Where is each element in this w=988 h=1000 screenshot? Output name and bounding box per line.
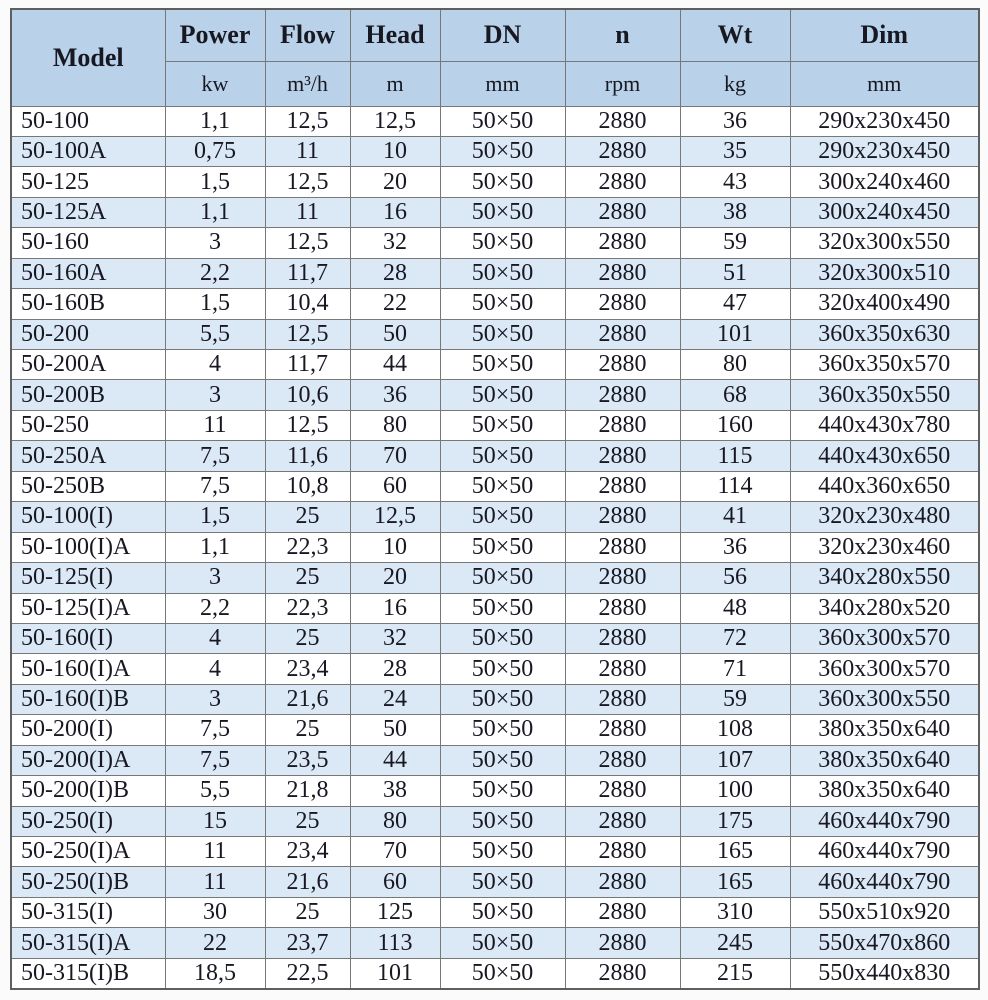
cell-flow: 25 [265,715,350,745]
cell-n: 2880 [565,380,680,410]
cell-dim: 320x400x490 [790,289,979,319]
cell-power: 1,1 [165,106,265,136]
cell-power: 2,2 [165,258,265,288]
table-row [11,867,979,897]
cell-wt: 56 [680,563,790,593]
cell-dn: 50×50 [440,441,565,471]
cell-dim: 300x240x460 [790,167,979,197]
cell-dim: 380x350x640 [790,715,979,745]
cell-wt: 245 [680,928,790,958]
cell-model: 50-160 [11,228,165,258]
cell-wt: 36 [680,106,790,136]
cell-flow: 10,6 [265,380,350,410]
cell-wt: 215 [680,958,790,989]
cell-dn: 50×50 [440,837,565,867]
cell-head: 70 [350,837,440,867]
cell-dim: 460x440x790 [790,806,979,836]
unit-dn: mm [440,61,565,106]
cell-wt: 107 [680,745,790,775]
table-row [11,897,979,927]
cell-power: 1,5 [165,167,265,197]
cell-dim: 360x350x550 [790,380,979,410]
column-header-head: Head [350,9,440,61]
cell-model: 50-250A [11,441,165,471]
cell-dim: 360x300x550 [790,684,979,714]
cell-power: 5,5 [165,319,265,349]
cell-dn: 50×50 [440,593,565,623]
cell-dn: 50×50 [440,958,565,989]
header-name-row [11,9,979,61]
cell-model: 50-160A [11,258,165,288]
cell-dn: 50×50 [440,258,565,288]
cell-dn: 50×50 [440,806,565,836]
cell-power: 1,1 [165,532,265,562]
cell-dn: 50×50 [440,654,565,684]
cell-dim: 340x280x520 [790,593,979,623]
cell-wt: 175 [680,806,790,836]
cell-model: 50-200(I) [11,715,165,745]
cell-n: 2880 [565,867,680,897]
cell-n: 2880 [565,471,680,501]
table-row [11,410,979,440]
cell-flow: 11,7 [265,258,350,288]
cell-head: 28 [350,258,440,288]
cell-model: 50-250B [11,471,165,501]
table-row [11,593,979,623]
cell-power: 11 [165,867,265,897]
cell-dim: 290x230x450 [790,106,979,136]
cell-dn: 50×50 [440,776,565,806]
cell-wt: 71 [680,654,790,684]
cell-head: 44 [350,350,440,380]
cell-n: 2880 [565,197,680,227]
cell-model: 50-315(I) [11,897,165,927]
cell-flow: 25 [265,623,350,653]
cell-n: 2880 [565,806,680,836]
table-row [11,532,979,562]
cell-head: 50 [350,319,440,349]
spec-table-body [11,106,979,989]
cell-model: 50-100 [11,106,165,136]
cell-wt: 38 [680,197,790,227]
cell-model: 50-100A [11,136,165,166]
cell-flow: 11,7 [265,350,350,380]
cell-head: 125 [350,897,440,927]
cell-power: 5,5 [165,776,265,806]
cell-model: 50-315(I)A [11,928,165,958]
cell-wt: 59 [680,228,790,258]
cell-model: 50-125A [11,197,165,227]
cell-dn: 50×50 [440,897,565,927]
cell-power: 22 [165,928,265,958]
cell-n: 2880 [565,897,680,927]
cell-flow: 11,6 [265,441,350,471]
cell-power: 11 [165,837,265,867]
cell-model: 50-200 [11,319,165,349]
cell-model: 50-160(I)B [11,684,165,714]
cell-head: 16 [350,197,440,227]
cell-head: 101 [350,958,440,989]
table-row [11,502,979,532]
cell-head: 24 [350,684,440,714]
cell-dn: 50×50 [440,532,565,562]
table-row [11,715,979,745]
table-row [11,776,979,806]
cell-power: 7,5 [165,715,265,745]
cell-model: 50-315(I)B [11,958,165,989]
cell-flow: 25 [265,563,350,593]
table-row [11,928,979,958]
cell-wt: 47 [680,289,790,319]
table-row [11,563,979,593]
cell-n: 2880 [565,654,680,684]
cell-flow: 21,6 [265,867,350,897]
cell-flow: 12,5 [265,167,350,197]
cell-head: 70 [350,441,440,471]
cell-model: 50-160(I)A [11,654,165,684]
cell-model: 50-100(I)A [11,532,165,562]
cell-wt: 68 [680,380,790,410]
unit-head: m [350,61,440,106]
cell-dim: 340x280x550 [790,563,979,593]
cell-head: 38 [350,776,440,806]
table-row [11,380,979,410]
table-row [11,654,979,684]
cell-power: 3 [165,228,265,258]
cell-dn: 50×50 [440,167,565,197]
table-row [11,289,979,319]
table-header [11,9,979,106]
cell-wt: 101 [680,319,790,349]
table-row [11,197,979,227]
cell-dn: 50×50 [440,684,565,714]
cell-power: 30 [165,897,265,927]
cell-model: 50-100(I) [11,502,165,532]
cell-flow: 25 [265,897,350,927]
cell-wt: 114 [680,471,790,501]
cell-flow: 12,5 [265,319,350,349]
cell-model: 50-160(I) [11,623,165,653]
cell-dn: 50×50 [440,289,565,319]
cell-flow: 10,4 [265,289,350,319]
cell-power: 4 [165,350,265,380]
cell-flow: 23,5 [265,745,350,775]
cell-head: 12,5 [350,106,440,136]
cell-power: 4 [165,654,265,684]
cell-n: 2880 [565,715,680,745]
cell-n: 2880 [565,684,680,714]
cell-model: 50-125 [11,167,165,197]
cell-model: 50-125(I)A [11,593,165,623]
cell-head: 80 [350,806,440,836]
cell-wt: 115 [680,441,790,471]
cell-flow: 12,5 [265,106,350,136]
cell-n: 2880 [565,228,680,258]
table-row [11,228,979,258]
cell-power: 0,75 [165,136,265,166]
cell-wt: 35 [680,136,790,166]
cell-dim: 360x300x570 [790,623,979,653]
cell-head: 44 [350,745,440,775]
column-header-dim: Dim [790,9,979,61]
cell-head: 60 [350,471,440,501]
column-header-flow: Flow [265,9,350,61]
cell-dn: 50×50 [440,623,565,653]
cell-n: 2880 [565,958,680,989]
cell-power: 3 [165,684,265,714]
unit-power: kw [165,61,265,106]
cell-dim: 550x470x860 [790,928,979,958]
cell-power: 3 [165,563,265,593]
cell-power: 7,5 [165,471,265,501]
cell-n: 2880 [565,410,680,440]
table-row [11,258,979,288]
table-row [11,745,979,775]
cell-dim: 440x430x780 [790,410,979,440]
cell-power: 2,2 [165,593,265,623]
cell-dn: 50×50 [440,319,565,349]
cell-power: 4 [165,623,265,653]
cell-dim: 320x300x510 [790,258,979,288]
column-header-dn: DN [440,9,565,61]
cell-dim: 320x230x480 [790,502,979,532]
table-row [11,350,979,380]
cell-wt: 72 [680,623,790,653]
cell-head: 32 [350,228,440,258]
cell-n: 2880 [565,258,680,288]
cell-flow: 23,4 [265,654,350,684]
cell-flow: 22,3 [265,532,350,562]
cell-flow: 25 [265,806,350,836]
cell-dn: 50×50 [440,745,565,775]
cell-dim: 460x440x790 [790,867,979,897]
cell-flow: 22,5 [265,958,350,989]
cell-wt: 108 [680,715,790,745]
cell-flow: 23,7 [265,928,350,958]
cell-model: 50-200A [11,350,165,380]
cell-dim: 440x360x650 [790,471,979,501]
cell-n: 2880 [565,837,680,867]
cell-model: 50-250(I)A [11,837,165,867]
cell-n: 2880 [565,350,680,380]
cell-wt: 100 [680,776,790,806]
cell-wt: 160 [680,410,790,440]
cell-head: 16 [350,593,440,623]
unit-wt: kg [680,61,790,106]
cell-flow: 21,8 [265,776,350,806]
cell-n: 2880 [565,106,680,136]
table-row [11,958,979,989]
cell-wt: 80 [680,350,790,380]
cell-dim: 460x440x790 [790,837,979,867]
cell-head: 22 [350,289,440,319]
table-row [11,167,979,197]
cell-model: 50-250 [11,410,165,440]
cell-dn: 50×50 [440,197,565,227]
cell-head: 28 [350,654,440,684]
cell-dn: 50×50 [440,106,565,136]
unit-flow: m³/h [265,61,350,106]
cell-power: 15 [165,806,265,836]
cell-dn: 50×50 [440,136,565,166]
cell-model: 50-200(I)A [11,745,165,775]
table-row [11,136,979,166]
cell-dn: 50×50 [440,867,565,897]
cell-wt: 41 [680,502,790,532]
cell-model: 50-200(I)B [11,776,165,806]
cell-power: 1,5 [165,289,265,319]
cell-n: 2880 [565,776,680,806]
cell-n: 2880 [565,532,680,562]
cell-n: 2880 [565,441,680,471]
cell-n: 2880 [565,319,680,349]
cell-flow: 11 [265,197,350,227]
cell-model: 50-125(I) [11,563,165,593]
cell-dn: 50×50 [440,228,565,258]
cell-model: 50-250(I)B [11,867,165,897]
cell-dim: 550x510x920 [790,897,979,927]
cell-head: 10 [350,136,440,166]
cell-wt: 36 [680,532,790,562]
cell-head: 113 [350,928,440,958]
cell-dn: 50×50 [440,715,565,745]
cell-wt: 59 [680,684,790,714]
cell-wt: 165 [680,837,790,867]
cell-n: 2880 [565,167,680,197]
cell-flow: 12,5 [265,228,350,258]
cell-model: 50-250(I) [11,806,165,836]
cell-model: 50-200B [11,380,165,410]
cell-flow: 22,3 [265,593,350,623]
cell-head: 80 [350,410,440,440]
unit-dim: mm [790,61,979,106]
cell-wt: 310 [680,897,790,927]
cell-dim: 320x230x460 [790,532,979,562]
cell-dim: 360x350x630 [790,319,979,349]
cell-wt: 48 [680,593,790,623]
cell-model: 50-160B [11,289,165,319]
cell-flow: 11 [265,136,350,166]
unit-n: rpm [565,61,680,106]
cell-dim: 360x300x570 [790,654,979,684]
table-row [11,319,979,349]
cell-dn: 50×50 [440,563,565,593]
table-row [11,806,979,836]
cell-dn: 50×50 [440,380,565,410]
cell-head: 50 [350,715,440,745]
column-header-model: Model [11,9,165,106]
cell-n: 2880 [565,502,680,532]
cell-dim: 550x440x830 [790,958,979,989]
cell-wt: 165 [680,867,790,897]
table-row [11,623,979,653]
cell-flow: 12,5 [265,410,350,440]
cell-n: 2880 [565,593,680,623]
cell-flow: 21,6 [265,684,350,714]
cell-power: 7,5 [165,441,265,471]
cell-power: 11 [165,410,265,440]
cell-wt: 51 [680,258,790,288]
table-row [11,684,979,714]
cell-n: 2880 [565,136,680,166]
table-row [11,471,979,501]
cell-n: 2880 [565,289,680,319]
cell-dim: 320x300x550 [790,228,979,258]
cell-dim: 380x350x640 [790,776,979,806]
cell-power: 1,5 [165,502,265,532]
cell-power: 7,5 [165,745,265,775]
table-row [11,106,979,136]
cell-flow: 23,4 [265,837,350,867]
cell-power: 1,1 [165,197,265,227]
cell-head: 12,5 [350,502,440,532]
cell-dim: 440x430x650 [790,441,979,471]
column-header-wt: Wt [680,9,790,61]
cell-dn: 50×50 [440,471,565,501]
column-header-n: n [565,9,680,61]
cell-head: 36 [350,380,440,410]
cell-head: 20 [350,167,440,197]
cell-n: 2880 [565,623,680,653]
cell-dn: 50×50 [440,502,565,532]
pump-spec-table [10,8,980,990]
table-row [11,441,979,471]
cell-wt: 43 [680,167,790,197]
cell-power: 18,5 [165,958,265,989]
column-header-power: Power [165,9,265,61]
cell-dim: 300x240x450 [790,197,979,227]
cell-dn: 50×50 [440,928,565,958]
cell-flow: 10,8 [265,471,350,501]
cell-head: 60 [350,867,440,897]
cell-power: 3 [165,380,265,410]
cell-head: 20 [350,563,440,593]
cell-dim: 380x350x640 [790,745,979,775]
cell-head: 32 [350,623,440,653]
cell-dn: 50×50 [440,410,565,440]
cell-flow: 25 [265,502,350,532]
cell-dim: 360x350x570 [790,350,979,380]
cell-n: 2880 [565,745,680,775]
cell-dn: 50×50 [440,350,565,380]
cell-head: 10 [350,532,440,562]
cell-dim: 290x230x450 [790,136,979,166]
table-row [11,837,979,867]
cell-n: 2880 [565,928,680,958]
cell-n: 2880 [565,563,680,593]
